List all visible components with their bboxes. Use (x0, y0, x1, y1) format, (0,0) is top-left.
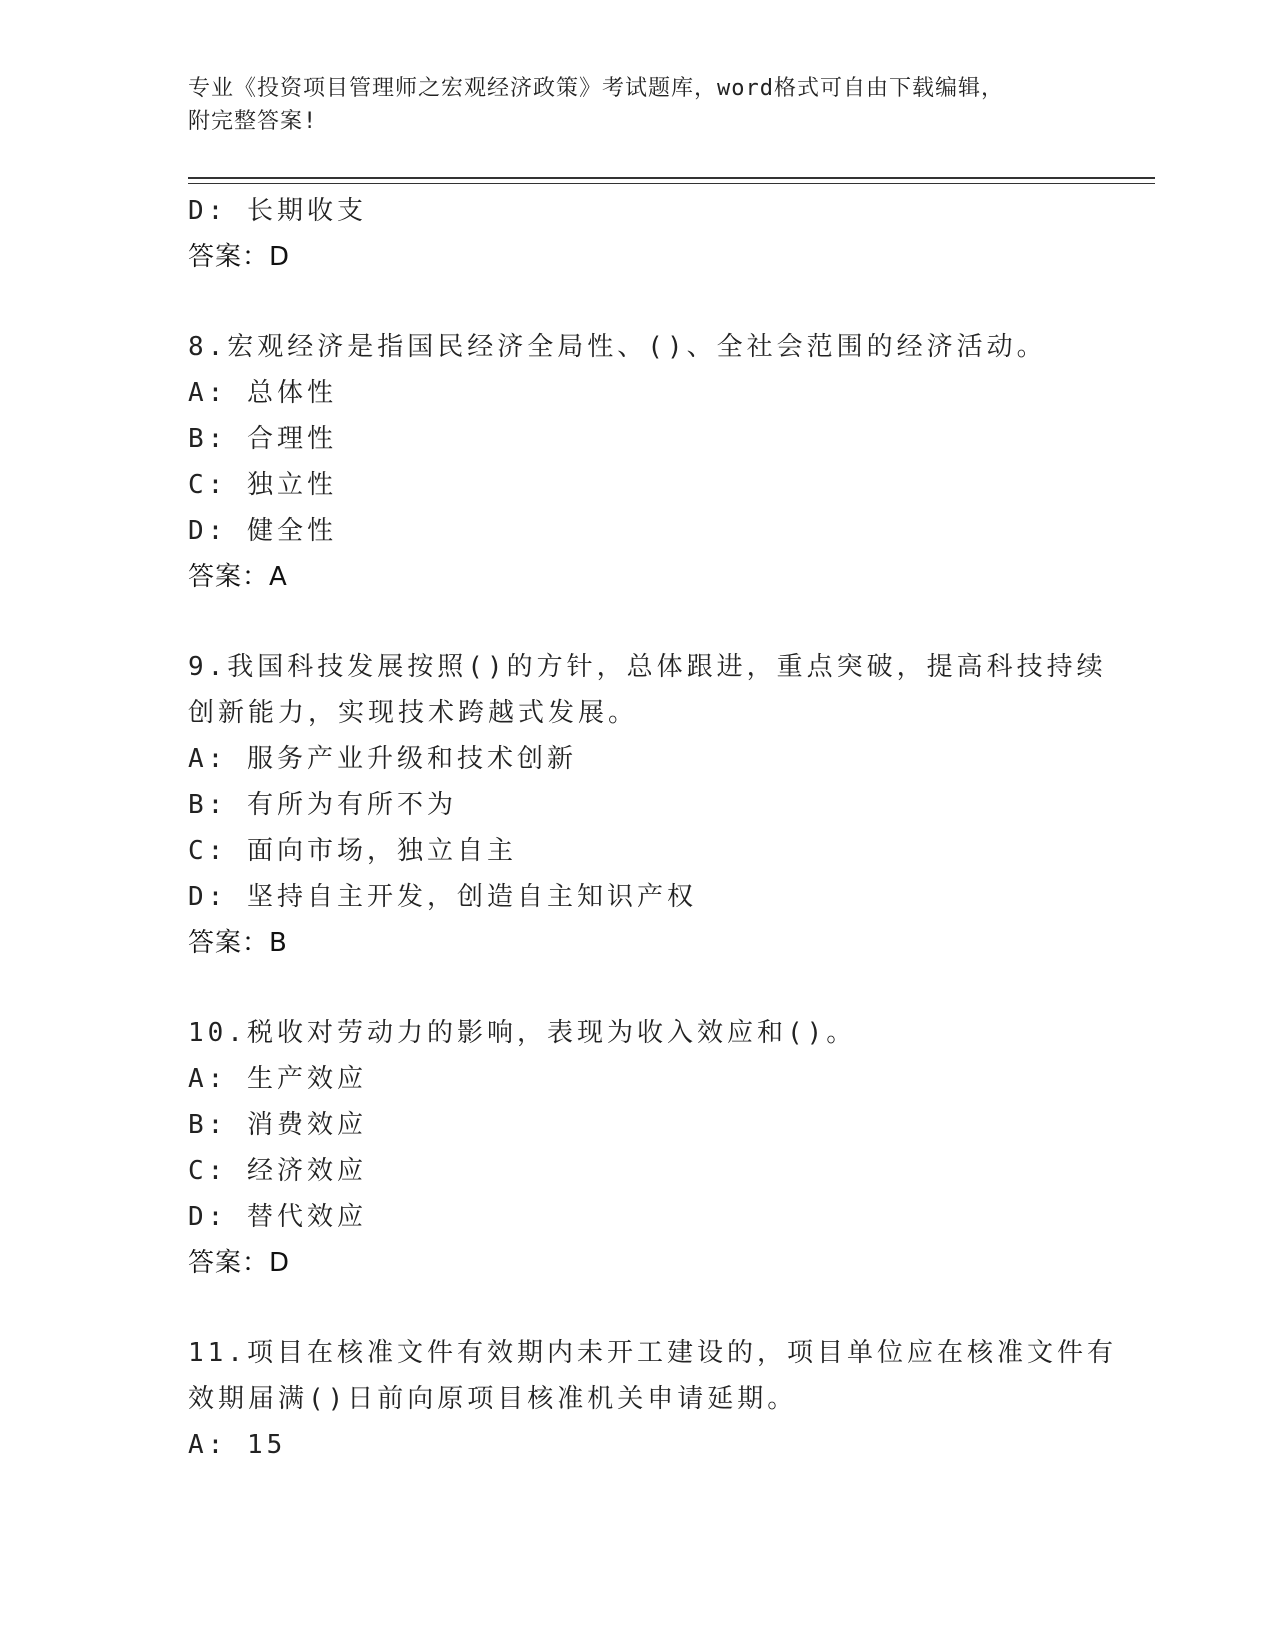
header-divider-thick (188, 177, 1155, 179)
option-a: A: 总体性 (188, 378, 337, 408)
header-divider-thin (188, 183, 1155, 184)
question-10 (188, 1010, 1088, 1286)
question-list (188, 188, 1117, 1468)
header-line-1: 专业《投资项目管理师之宏观经济政策》考试题库，word格式可自由下载编辑， (188, 76, 1004, 101)
option-a: A: 15 (188, 1430, 287, 1460)
option-d: D: 替代效应 (188, 1202, 367, 1232)
question-11 (188, 1330, 1117, 1468)
question-stem-line-2: 创新能力，实现技术跨越式发展。 (188, 698, 639, 728)
answer-line: 答案：D (188, 242, 291, 272)
question-stem: 8.宏观经济是指国民经济全局性、()、全社会范围的经济活动。 (188, 332, 1047, 362)
question-stem-line-1: 9.我国科技发展按照()的方针，总体跟进，重点突破，提高科技持续 (188, 652, 1107, 682)
option-d: D: 坚持自主开发，创造自主知识产权 (188, 882, 697, 912)
spacer (188, 280, 1088, 324)
option-c: C: 面向市场，独立自主 (188, 836, 517, 866)
answer-line: 答案：D (188, 1248, 291, 1278)
option-d: D: 健全性 (188, 516, 337, 546)
question-9 (188, 644, 1107, 966)
option-b: B: 合理性 (188, 424, 337, 454)
answer-line: 答案：A (188, 562, 288, 592)
answer-line: 答案：B (188, 928, 288, 958)
option-c: C: 独立性 (188, 470, 337, 500)
question-8 (188, 324, 1088, 600)
spacer (188, 966, 1088, 1010)
question-7-tail (188, 188, 1088, 280)
spacer (188, 1286, 1088, 1330)
question-stem: 10.税收对劳动力的影响，表现为收入效应和()。 (188, 1018, 857, 1048)
question-stem-line-2: 效期届满()日前向原项目核准机关申请延期。 (188, 1384, 798, 1414)
header-line-2: 附完整答案! (188, 109, 318, 134)
question-stem-line-1: 11.项目在核准文件有效期内未开工建设的，项目单位应在核准文件有 (188, 1338, 1117, 1368)
option-c: C: 经济效应 (188, 1156, 367, 1186)
spacer (188, 600, 1088, 644)
option-a: A: 生产效应 (188, 1064, 367, 1094)
option-d: D: 长期收支 (188, 196, 367, 226)
option-b: B: 消费效应 (188, 1110, 367, 1140)
option-a: A: 服务产业升级和技术创新 (188, 744, 577, 774)
page-header (188, 72, 1088, 138)
option-b: B: 有所为有所不为 (188, 790, 457, 820)
